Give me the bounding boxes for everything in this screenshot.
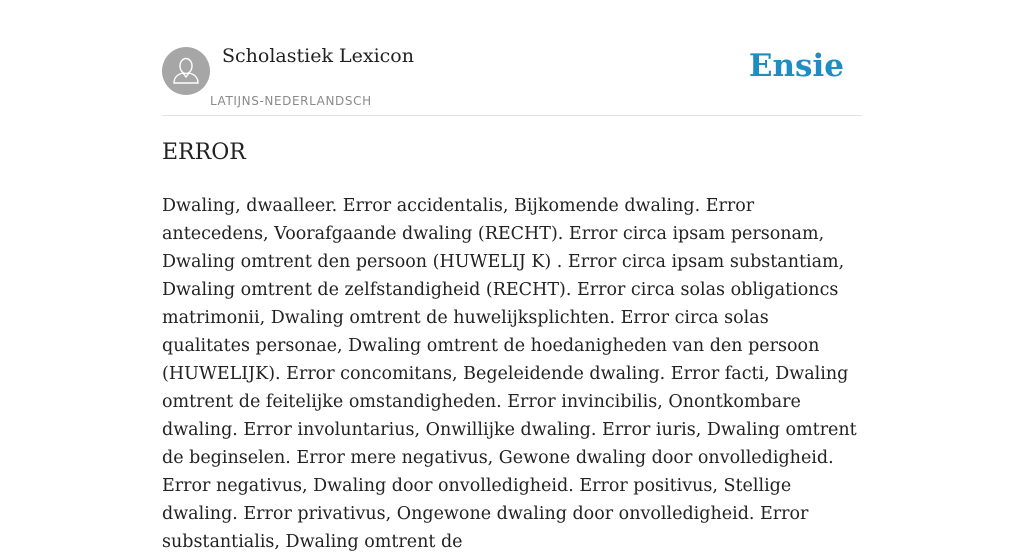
header	[162, 0, 862, 116]
page	[162, 0, 862, 552]
author-name[interactable]: Scholastiek Lexicon	[222, 45, 414, 67]
user-silhouette-icon[interactable]	[162, 47, 210, 95]
entry-body: Dwaling, dwaalleer. Error accidentalis, Bijkomende dwaling. Error antecedens, Voorafgaande dwaling (RECHT). Error circa ipsam personam, Dwaling omtrent den persoon (HUWELIJ K) . Error circa ipsam substantiam, Dwaling omtrent de zelfstandigheid (RECHT). Error circa solas obligationcs matrimonii, Dwaling omtrent de huwelijksplichten. Error circa solas qualitates personae, Dwaling omtrent de hoedanigheden van den persoon (HUWELIJK). Error concomitans, Begeleidende dwaling. Error facti, Dwaling omtrent de feitelijke omstandigheden. Error invincibilis, Onontkombare dwaling. Error involuntarius, Onwillijke dwaling. Error iuris, Dwaling omtrent de beginselen. Error mere negativus, Gewone dwaling door onvolledigheid. Error negativus, Dwaling door onvolledigheid. Error positivus, Stellige dwaling. Error privativus, Ongewone dwaling door onvolledigheid. Error substantialis, Dwaling omtrent de	[162, 196, 857, 552]
ensie-logo[interactable]: Ensie	[748, 48, 844, 84]
dictionary-subtitle[interactable]: LATIJNS-NEDERLANDSCH	[210, 94, 372, 108]
entry-title: ERROR	[162, 140, 246, 165]
